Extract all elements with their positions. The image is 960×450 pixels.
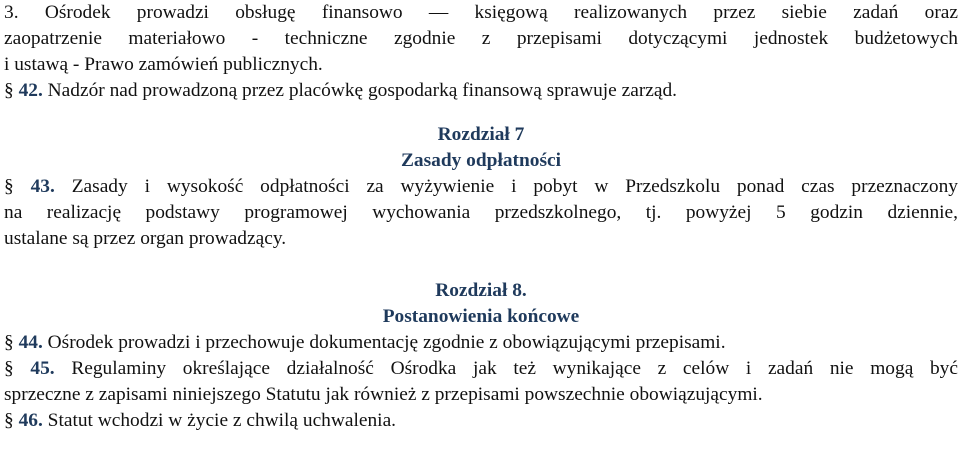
chapter-8-subtitle: Postanowienia końcowe: [382, 306, 580, 327]
paragraph-44-number: 44.: [18, 332, 43, 353]
paragraph-45-line-2: sprzeczne z zapisami niniejszego Statutu jak również z przepisami powszechnie obowiązującymi.: [4, 384, 763, 405]
chapter-7-title: Rozdział 7: [437, 124, 525, 145]
section-sign: §: [4, 358, 14, 379]
paragraph-45-number: 45.: [30, 358, 55, 379]
paragraph-46: [4, 408, 958, 434]
paragraph-46-text: Statut wchodzi w życie z chwilą uchwalenia.: [42, 410, 397, 431]
paragraph-44: [4, 330, 958, 356]
item-3-line-1: 3. Ośrodek prowadzi obsługę finansowo — księgową realizowanych przez siebie zadań oraz: [4, 2, 958, 23]
paragraph-43-line-2: na realizację podstawy programowej wychowania przedszkolnego, tj. powyżej 5 godzin dziennie,: [4, 202, 958, 223]
document-page: [4, 0, 958, 434]
chapter-8-title: Rozdział 8.: [435, 280, 527, 301]
paragraph-44-text: Ośrodek prowadzi i przechowuje dokumentację zgodnie z obowiązującymi przepisami.: [42, 332, 726, 353]
paragraph-42: [4, 78, 958, 104]
chapter-7-subtitle: Zasady odpłatności: [400, 150, 562, 171]
section-sign: §: [4, 332, 14, 353]
paragraph-45-text-1: Regulaminy określające działalność Ośrodka jak też wynikające z celów i zadań nie mogą być: [54, 358, 958, 379]
paragraph-43-text-1: Zasady i wysokość odpłatności za wyżywienie i pobyt w Przedszkolu ponad czas przeznaczony: [54, 176, 958, 197]
paragraph-46-number: 46.: [18, 410, 43, 431]
section-sign: §: [4, 176, 14, 197]
section-sign: §: [4, 80, 14, 101]
item-3-line-3: i ustawą - Prawo zamówień publicznych.: [4, 54, 323, 75]
paragraph-43-number: 43.: [30, 176, 55, 197]
paragraph-42-number: 42.: [18, 80, 43, 101]
paragraph-43-line-3: ustalane są przez organ prowadzący.: [4, 228, 287, 249]
paragraph-43-line-1: [4, 174, 958, 200]
section-sign: §: [4, 410, 14, 431]
item-3-line-2: zaopatrzenie materiałowo - techniczne zgodnie z przepisami dotyczącymi jednostek budżetowych: [4, 28, 958, 49]
paragraph-45-line-1: [4, 356, 958, 382]
paragraph-42-text: Nadzór nad prowadzoną przez placówkę gospodarką finansową sprawuje zarząd.: [42, 80, 678, 101]
